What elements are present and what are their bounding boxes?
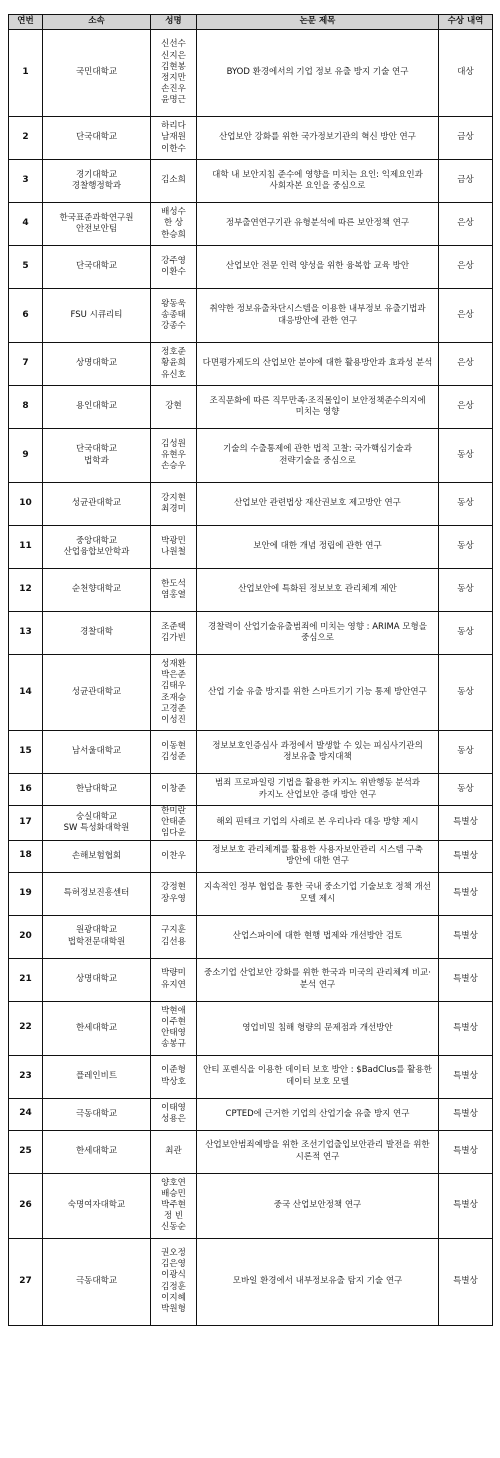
cell-award: 은상 <box>439 289 493 343</box>
table-row <box>9 386 493 429</box>
cell-names: 양호연 배승민 박주현 정 빈 신동순 <box>151 1173 197 1238</box>
table-row <box>9 246 493 289</box>
cell-no: 8 <box>9 386 43 429</box>
cell-title: 정보보호 관리체계를 활용한 사용자보안관리 시스템 구축 방안에 대한 연구 <box>197 840 439 872</box>
cell-award: 동상 <box>439 612 493 655</box>
cell-award: 은상 <box>439 343 493 386</box>
cell-affiliation: 순천향대학교 <box>43 569 151 612</box>
cell-title: 중국 산업보안정책 연구 <box>197 1173 439 1238</box>
cell-award: 동상 <box>439 569 493 612</box>
cell-affiliation: 한국표준과학연구원 안전보안팀 <box>43 203 151 246</box>
table-row <box>9 840 493 872</box>
cell-affiliation: FSU 시큐리티 <box>43 289 151 343</box>
cell-no: 11 <box>9 526 43 569</box>
cell-no: 20 <box>9 915 43 958</box>
cell-affiliation: 특허정보진흥센터 <box>43 872 151 915</box>
cell-award: 특별상 <box>439 915 493 958</box>
cell-award: 동상 <box>439 429 493 483</box>
table-row <box>9 1098 493 1130</box>
table-row <box>9 1130 493 1173</box>
cell-names: 강현 <box>151 386 197 429</box>
cell-affiliation: 극동대학교 <box>43 1238 151 1325</box>
cell-award: 은상 <box>439 246 493 289</box>
cell-no: 10 <box>9 483 43 526</box>
cell-title: 지속적인 정부 협업을 통한 국내 중소기업 기술보호 정책 개선 모델 제시 <box>197 872 439 915</box>
cell-affiliation: 한남대학교 <box>43 774 151 806</box>
cell-title: 정보보호인증심사 과정에서 발생할 수 있는 피심사기관의 정보유출 방지대책 <box>197 731 439 774</box>
cell-names: 최관 <box>151 1130 197 1173</box>
cell-affiliation: 용인대학교 <box>43 386 151 429</box>
cell-names: 이창준 <box>151 774 197 806</box>
cell-names: 성재환 박은준 김태우 조재승 고경준 이성진 <box>151 655 197 731</box>
cell-no: 4 <box>9 203 43 246</box>
cell-affiliation: 성균관대학교 <box>43 483 151 526</box>
cell-no: 2 <box>9 117 43 160</box>
cell-no: 24 <box>9 1098 43 1130</box>
cell-affiliation: 단국대학교 <box>43 117 151 160</box>
table-row <box>9 526 493 569</box>
cell-award: 특별상 <box>439 1173 493 1238</box>
cell-names: 하리다 남재원 이한수 <box>151 117 197 160</box>
cell-names: 권오정 김은영 이광식 김정훈 이지혜 박원형 <box>151 1238 197 1325</box>
header-row <box>9 15 493 30</box>
cell-no: 19 <box>9 872 43 915</box>
cell-names: 박량미 유지연 <box>151 958 197 1001</box>
cell-title: 조직문화에 따른 직무만족·조직몰입이 보안정책준수의지에 미치는 영향 <box>197 386 439 429</box>
table-row <box>9 117 493 160</box>
header-award: 수상 내역 <box>439 15 493 30</box>
cell-no: 1 <box>9 30 43 117</box>
cell-affiliation: 성균관대학교 <box>43 655 151 731</box>
table-body <box>9 30 493 1326</box>
cell-affiliation: 숭실대학교 SW 특성화대학원 <box>43 806 151 841</box>
cell-no: 27 <box>9 1238 43 1325</box>
cell-affiliation: 한세대학교 <box>43 1130 151 1173</box>
cell-no: 21 <box>9 958 43 1001</box>
cell-award: 금상 <box>439 160 493 203</box>
cell-no: 22 <box>9 1001 43 1055</box>
cell-title: 안티 포렌식을 이용한 데이터 보호 방안 : $BadClus를 활용한 데이터 보호 모델 <box>197 1055 439 1098</box>
header-no: 연번 <box>9 15 43 30</box>
cell-affiliation: 단국대학교 법학과 <box>43 429 151 483</box>
cell-award: 동상 <box>439 526 493 569</box>
cell-title: 다면평가제도의 산업보안 분야에 대한 활용방안과 효과성 분석 <box>197 343 439 386</box>
cell-title: 모바일 환경에서 내부정보유출 탐지 기술 연구 <box>197 1238 439 1325</box>
table-row <box>9 872 493 915</box>
cell-award: 특별상 <box>439 1130 493 1173</box>
table-row <box>9 429 493 483</box>
table-row <box>9 806 493 841</box>
cell-title: 보안에 대한 개념 정립에 관한 연구 <box>197 526 439 569</box>
cell-names: 김소희 <box>151 160 197 203</box>
cell-title: 정부출연연구기관 유형분석에 따른 보안정책 연구 <box>197 203 439 246</box>
cell-title: 산업보안 전문 인력 양성을 위한 융복합 교육 방안 <box>197 246 439 289</box>
table-row <box>9 30 493 117</box>
cell-no: 13 <box>9 612 43 655</box>
cell-affiliation: 남서울대학교 <box>43 731 151 774</box>
cell-affiliation: 플레인비트 <box>43 1055 151 1098</box>
table-row <box>9 483 493 526</box>
cell-names: 강지현 최경미 <box>151 483 197 526</box>
cell-award: 동상 <box>439 731 493 774</box>
table-row <box>9 569 493 612</box>
cell-award: 동상 <box>439 655 493 731</box>
table-row <box>9 289 493 343</box>
cell-award: 동상 <box>439 774 493 806</box>
cell-affiliation: 원광대학교 법학전문대학원 <box>43 915 151 958</box>
cell-no: 23 <box>9 1055 43 1098</box>
table-row <box>9 731 493 774</box>
cell-affiliation: 상명대학교 <box>43 958 151 1001</box>
cell-no: 26 <box>9 1173 43 1238</box>
cell-title: BYOD 환경에서의 기업 정보 유출 방지 기술 연구 <box>197 30 439 117</box>
cell-title: 산업보안 강화를 위한 국가정보기관의 혁신 방안 연구 <box>197 117 439 160</box>
table-row <box>9 1055 493 1098</box>
cell-title: 경찰력이 산업기술유출범죄에 미치는 영향 : ARIMA 모형을 중심으로 <box>197 612 439 655</box>
cell-title: CPTED에 근거한 기업의 산업기술 유출 방지 연구 <box>197 1098 439 1130</box>
table-row <box>9 203 493 246</box>
cell-names: 한미란 안태준 임다운 <box>151 806 197 841</box>
table-row <box>9 343 493 386</box>
cell-affiliation: 경찰대학 <box>43 612 151 655</box>
cell-names: 한도석 염홍열 <box>151 569 197 612</box>
cell-names: 이태영 성용은 <box>151 1098 197 1130</box>
cell-names: 정호준 황윤희 유신호 <box>151 343 197 386</box>
cell-no: 9 <box>9 429 43 483</box>
cell-no: 25 <box>9 1130 43 1173</box>
header-name: 성명 <box>151 15 197 30</box>
table-row <box>9 1238 493 1325</box>
cell-title: 기술의 수출통제에 관한 법적 고찰: 국가핵심기술과 전략기술을 중심으로 <box>197 429 439 483</box>
cell-award: 특별상 <box>439 1055 493 1098</box>
cell-title: 대학 내 보안지침 준수에 영향을 미치는 요인: 익제요인과 사회자본 요인을 중심으로 <box>197 160 439 203</box>
table-row <box>9 655 493 731</box>
cell-no: 6 <box>9 289 43 343</box>
cell-no: 18 <box>9 840 43 872</box>
cell-no: 7 <box>9 343 43 386</box>
cell-no: 15 <box>9 731 43 774</box>
cell-title: 해외 핀테크 기업의 사례로 본 우리나라 대응 방향 제시 <box>197 806 439 841</box>
cell-award: 대상 <box>439 30 493 117</box>
cell-names: 이준형 박상호 <box>151 1055 197 1098</box>
cell-award: 동상 <box>439 483 493 526</box>
cell-affiliation: 상명대학교 <box>43 343 151 386</box>
cell-award: 특별상 <box>439 872 493 915</box>
cell-title: 산업보안에 특화된 정보보호 관리체계 제안 <box>197 569 439 612</box>
cell-award: 특별상 <box>439 1238 493 1325</box>
table-row <box>9 1001 493 1055</box>
award-table <box>8 14 493 1326</box>
cell-award: 특별상 <box>439 958 493 1001</box>
cell-award: 금상 <box>439 117 493 160</box>
cell-title: 산업 기술 유출 방지를 위한 스마트기기 기능 통제 방안연구 <box>197 655 439 731</box>
cell-names: 강주영 이환수 <box>151 246 197 289</box>
table-row <box>9 160 493 203</box>
cell-affiliation: 단국대학교 <box>43 246 151 289</box>
cell-affiliation: 중앙대학교 산업융합보안학과 <box>43 526 151 569</box>
cell-names: 이찬우 <box>151 840 197 872</box>
cell-affiliation: 숙명여자대학교 <box>43 1173 151 1238</box>
cell-affiliation: 한세대학교 <box>43 1001 151 1055</box>
cell-names: 강정현 장우영 <box>151 872 197 915</box>
cell-names: 김성원 유현우 손승우 <box>151 429 197 483</box>
cell-award: 특별상 <box>439 1098 493 1130</box>
cell-award: 특별상 <box>439 1001 493 1055</box>
cell-affiliation: 국민대학교 <box>43 30 151 117</box>
cell-no: 17 <box>9 806 43 841</box>
cell-title: 영업비밀 침해 형량의 문제점과 개선방안 <box>197 1001 439 1055</box>
table-row <box>9 958 493 1001</box>
cell-no: 5 <box>9 246 43 289</box>
cell-award: 특별상 <box>439 840 493 872</box>
table-row <box>9 915 493 958</box>
cell-names: 배성수 한 상 한승희 <box>151 203 197 246</box>
cell-no: 14 <box>9 655 43 731</box>
cell-affiliation: 극동대학교 <box>43 1098 151 1130</box>
cell-no: 3 <box>9 160 43 203</box>
cell-affiliation: 경기대학교 경찰행정학과 <box>43 160 151 203</box>
cell-names: 왕동욱 송종태 강종수 <box>151 289 197 343</box>
cell-title: 취약한 정보유출차단시스템을 이용한 내부정보 유출기법과 대응방안에 관한 연구 <box>197 289 439 343</box>
cell-title: 산업보안범죄예방을 위한 조선기업출입보안관리 발전을 위한 시론적 연구 <box>197 1130 439 1173</box>
cell-title: 중소기업 산업보안 강화를 위한 한국과 미국의 관리체계 비교·분석 연구 <box>197 958 439 1001</box>
cell-title: 범죄 프로파일링 기법을 활용한 카지노 위반행동 분석과 카지노 산업보안 증대 방안 연구 <box>197 774 439 806</box>
header-title: 논문 제목 <box>197 15 439 30</box>
header-affiliation: 소속 <box>43 15 151 30</box>
cell-names: 조준택 김가빈 <box>151 612 197 655</box>
cell-no: 12 <box>9 569 43 612</box>
cell-no: 16 <box>9 774 43 806</box>
cell-names: 구지훈 김선용 <box>151 915 197 958</box>
cell-award: 은상 <box>439 203 493 246</box>
table-row <box>9 1173 493 1238</box>
cell-names: 이동현 김성준 <box>151 731 197 774</box>
cell-award: 특별상 <box>439 806 493 841</box>
cell-names: 박현애 이주현 안태영 송봉규 <box>151 1001 197 1055</box>
cell-names: 신선수 신지은 김현봉 정지만 손진우 윤명근 <box>151 30 197 117</box>
cell-title: 산업보안 관련법상 재산권보호 제고방안 연구 <box>197 483 439 526</box>
cell-award: 은상 <box>439 386 493 429</box>
cell-title: 산업스파이에 대한 현행 법제와 개선방안 검토 <box>197 915 439 958</box>
table-row <box>9 612 493 655</box>
cell-affiliation: 손해보험협회 <box>43 840 151 872</box>
cell-names: 박광민 나원철 <box>151 526 197 569</box>
table-row <box>9 774 493 806</box>
